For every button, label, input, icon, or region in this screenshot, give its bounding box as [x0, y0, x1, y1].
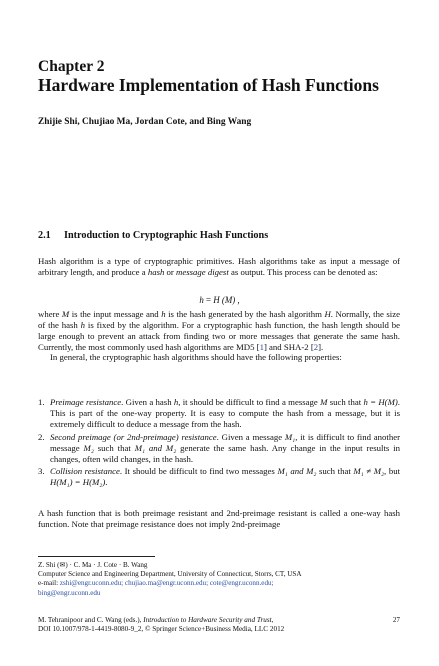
eq-function: H: [213, 295, 220, 305]
section-number: 2.1: [38, 230, 51, 241]
math-var: h: [173, 397, 179, 407]
paragraph-one-way: A hash function that is both preimage resistant and 2nd-preimage resistant is called a one-way hash function. Note that preimage resistance does not imply 2nd-preimage: [38, 508, 400, 530]
paragraph-properties-intro: In general, the cryptographic hash algorithms should have the following properties:: [50, 352, 342, 362]
text-run: such that: [93, 442, 135, 453]
math-var: h: [161, 309, 166, 319]
term-hash: hash: [147, 267, 165, 278]
term-message-digest: message digest: [176, 267, 229, 278]
paragraph-intro: [38, 256, 400, 278]
text-run: is fixed by the algorithm. For a cryptographic hash function, the hash length should be large enough to prevent an attack from finding two or more messages that generate the same hash. Currently, the most commonly used hash algorithms are MD5 [: [38, 320, 400, 353]
text-run: ].: [318, 342, 324, 353]
math-var: h: [80, 320, 86, 331]
footnote-names: Z. Shi (✉) · C. Ma · J. Cote · B. Wang: [38, 561, 148, 569]
text-run: is the input message and: [69, 309, 162, 319]
email-link[interactable]: bing@engr.uconn.edu: [38, 588, 101, 597]
property-term: Preimage resistance: [50, 397, 122, 407]
footnote-email-line: [38, 579, 400, 588]
footer-doi: DOI 10.1007/978-1-4419-8080-9_2, © Springer Science+Business Media, LLC 2012: [38, 625, 285, 634]
math-var: H: [324, 309, 331, 319]
math-var: M: [61, 309, 70, 319]
list-index: 1.: [38, 397, 45, 407]
email-label: e-mail:: [38, 579, 60, 588]
list-item: [38, 397, 400, 430]
math-var: M₁ and M₂: [277, 466, 317, 477]
text-run: . This is part of the one-way property. It is easy to compute the hash from a message, but it is extremely difficult to deduce a message from the hash.: [50, 397, 400, 430]
text-run: such that: [316, 466, 354, 477]
page-footer: [38, 616, 400, 635]
author-footnote: [38, 561, 400, 598]
text-run: . Normally, the size of the hash: [38, 309, 400, 331]
list-index: 3.: [38, 466, 45, 477]
citation-book-title: Introduction to Hardware Security and Trust,: [143, 616, 274, 624]
text-run: as output. This process can be denoted as:: [228, 267, 378, 278]
math-var: M₁ and M₂: [134, 442, 177, 453]
text-run: is the hash generated by the hash algorithm: [165, 309, 325, 319]
citation-editors: M. Tehranipoor and C. Wang (eds.),: [38, 616, 144, 624]
text-run: . Given a message: [216, 431, 285, 442]
text-run: ] and SHA-2 [: [263, 342, 314, 353]
author-list: Zhijie Shi, Chujiao Ma, Jordan Cote, and Bing Wang: [38, 117, 252, 127]
section-heading: [38, 230, 268, 241]
property-term: Collision resistance: [50, 466, 120, 477]
eq-argument: (M) ,: [219, 295, 240, 305]
properties-list: [38, 397, 400, 490]
eq-lhs: h: [199, 295, 204, 305]
text-run: such that: [327, 397, 364, 407]
text-run: Hash algorithm is a type of cryptographic primitives. Hash algorithms take as input a message of arbitrary length, and produce a: [38, 256, 400, 278]
eq-equals: =: [203, 295, 214, 305]
footnote-affiliation: Computer Science and Engineering Department, University of Connecticut, Storrs, CT, USA: [38, 570, 302, 579]
footnote-divider: [38, 556, 155, 557]
math-var: h = H(M): [363, 397, 398, 407]
list-item-text: [50, 397, 400, 430]
text-run: , but: [384, 466, 400, 477]
list-item: [38, 432, 400, 465]
text-run: . Given a hash: [121, 397, 174, 407]
section-title: Introduction to Cryptographic Hash Functions: [64, 230, 269, 241]
math-var: H(M₁) = H(M₂): [50, 477, 106, 488]
math-var: M₁ ≠ M₂: [353, 466, 385, 477]
text-run: , it should be difficult to find a message: [178, 397, 321, 407]
text-run: where: [38, 309, 62, 319]
text-run: . It should be difficult to find two messages: [119, 466, 278, 477]
list-index: 2.: [38, 431, 45, 442]
text-run: or: [164, 267, 177, 278]
property-term: Second preimage (or 2nd-preimage) resistance: [50, 431, 217, 442]
paragraph-definition: [38, 309, 400, 353]
list-item-text: [50, 466, 400, 488]
text-run: .: [105, 477, 108, 488]
chapter-label: Chapter 2: [38, 58, 105, 75]
text-run: , it is difficult to find another message: [50, 431, 400, 453]
citation-link[interactable]: 1: [259, 342, 264, 353]
hash-equation: [0, 295, 439, 305]
math-var: M: [320, 397, 328, 407]
math-var: M₂: [83, 442, 94, 453]
email-links[interactable]: zshi@engr.uconn.edu; chujiao.ma@engr.uconn.edu; cote@engr.uconn.edu;: [59, 579, 274, 588]
citation-link[interactable]: 2: [313, 342, 319, 353]
math-var: M₁: [284, 431, 296, 442]
chapter-title: Hardware Implementation of Hash Functions: [38, 75, 379, 95]
text-run: generate the same hash. Any change in the input results in changes, often wild changes, in the hash.: [50, 442, 400, 464]
page-number: 27: [392, 616, 400, 624]
list-item-text: [50, 432, 400, 465]
footer-citation-line: [38, 616, 400, 625]
footer-citation: [38, 616, 273, 625]
list-item: [38, 466, 400, 488]
